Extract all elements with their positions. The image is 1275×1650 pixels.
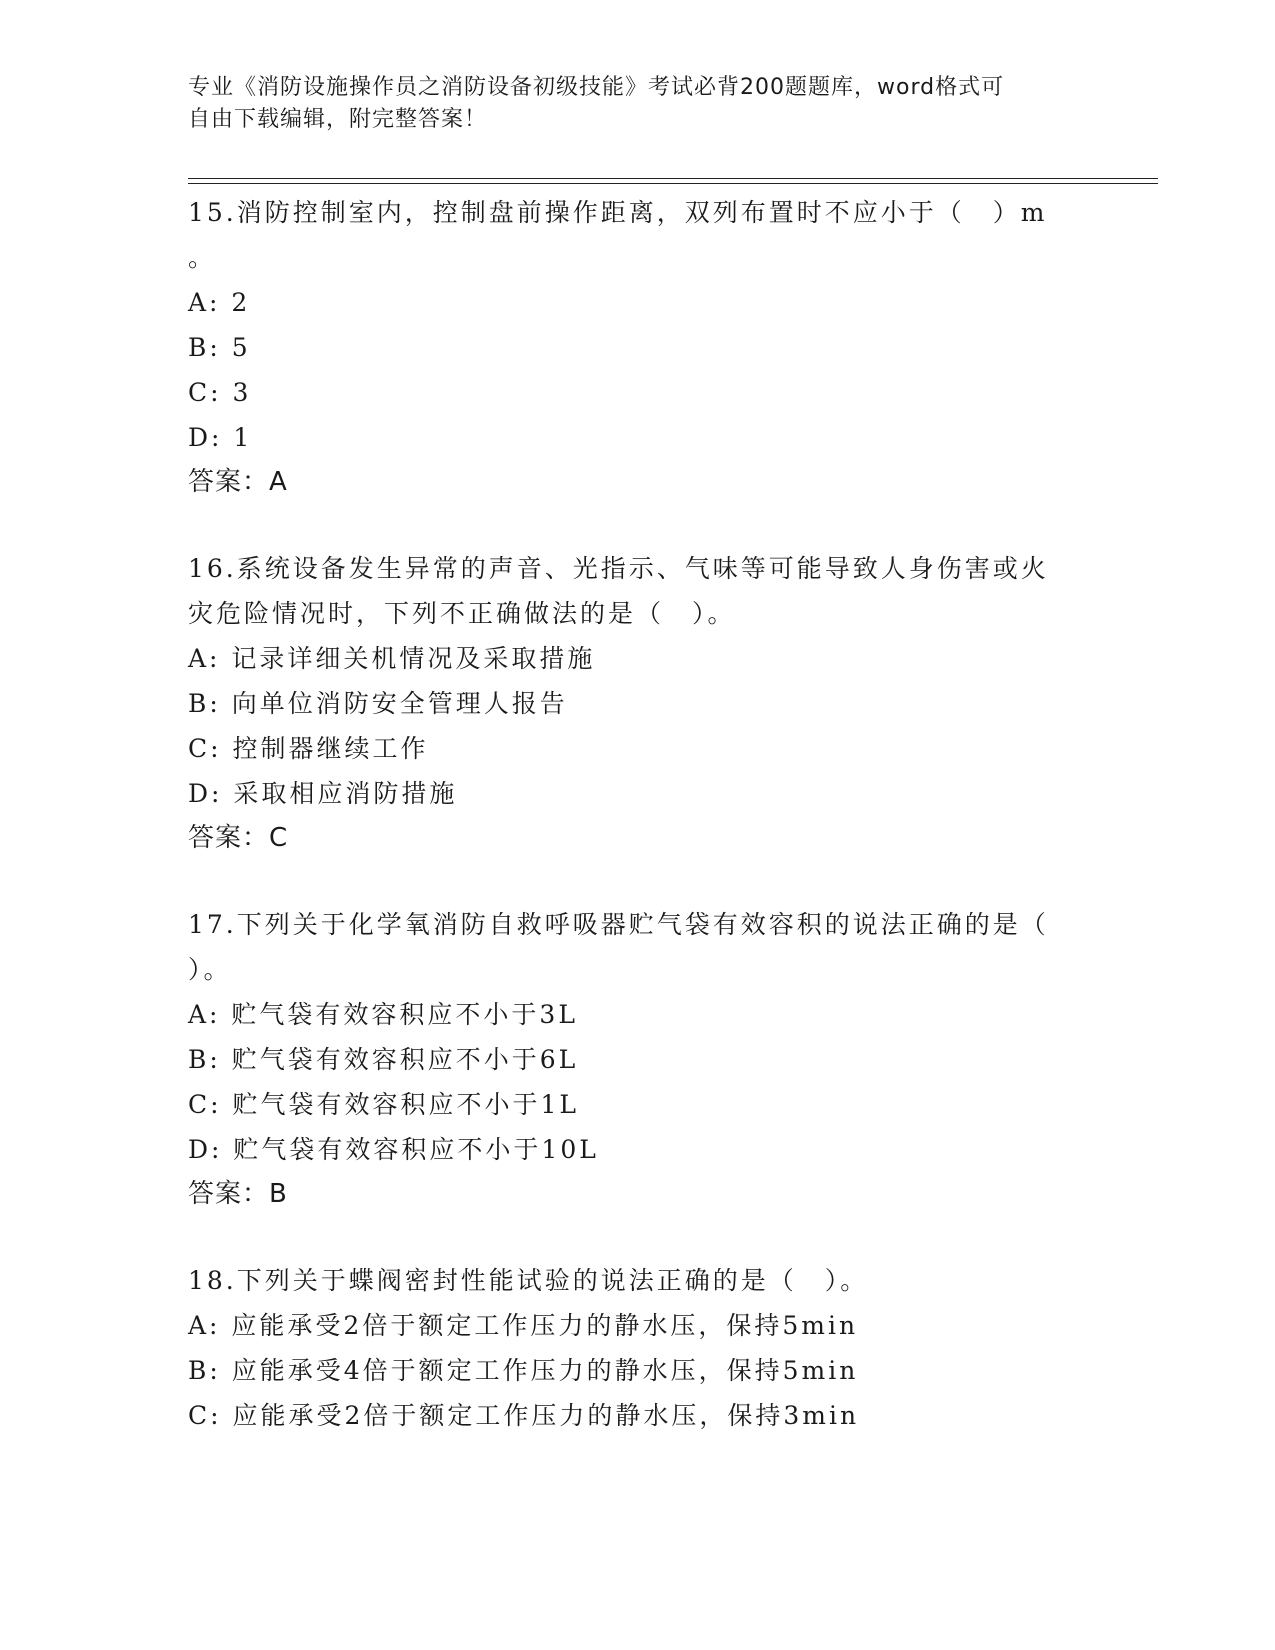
answer-label: 答案：C	[188, 823, 289, 853]
option-d: D: 1	[188, 423, 253, 452]
question-text: 17.下列关于化学氧消防自救呼吸器贮气袋有效容积的说法正确的是（	[188, 910, 1049, 939]
option-a: A: 2	[188, 288, 251, 317]
question-text: 。	[188, 243, 217, 272]
header-divider-top	[188, 178, 1158, 179]
question-text: 16.系统设备发生异常的声音、光指示、气味等可能导致人身伤害或火	[188, 554, 1049, 583]
answer-label: 答案：A	[188, 467, 288, 497]
header-line-1: 专业《消防设施操作员之消防设备初级技能》考试必背200题题库，word格式可	[188, 75, 1005, 100]
option-b: B: 贮气袋有效容积应不小于6L	[188, 1045, 579, 1074]
option-a: A: 应能承受2倍于额定工作压力的静水压，保持5min	[188, 1311, 859, 1340]
option-a: A: 贮气袋有效容积应不小于3L	[188, 1000, 578, 1029]
question-list	[188, 190, 1088, 1479]
answer-label: 答案：B	[188, 1179, 288, 1209]
option-b: B: 应能承受4倍于额定工作压力的静水压，保持5min	[188, 1356, 859, 1385]
option-d: D: 采取相应消防措施	[188, 779, 458, 808]
question-text: ）。	[188, 955, 232, 984]
question-15	[188, 190, 1088, 505]
option-c: C: 3	[188, 378, 252, 407]
header-divider-bottom	[188, 183, 1158, 184]
question-17	[188, 902, 1088, 1217]
question-text: 18.下列关于蝶阀密封性能试验的说法正确的是（ ）。	[188, 1266, 869, 1295]
option-b: B: 5	[188, 333, 251, 362]
question-16	[188, 546, 1088, 861]
option-a: A: 记录详细关机情况及采取措施	[188, 644, 596, 673]
question-text: 15.消防控制室内，控制盘前操作距离，双列布置时不应小于（ ）m	[188, 198, 1048, 227]
header-line-2: 自由下载编辑，附完整答案！	[188, 107, 488, 132]
question-18	[188, 1258, 1088, 1438]
option-c: C: 控制器继续工作	[188, 734, 429, 763]
document-header	[188, 72, 1088, 136]
option-d: D: 贮气袋有效容积应不小于10L	[188, 1135, 599, 1164]
option-c: C: 应能承受2倍于额定工作压力的静水压，保持3min	[188, 1401, 860, 1430]
question-text: 灾危险情况时，下列不正确做法的是（ ）。	[188, 599, 736, 628]
option-b: B: 向单位消防安全管理人报告	[188, 689, 568, 718]
option-c: C: 贮气袋有效容积应不小于1L	[188, 1090, 580, 1119]
